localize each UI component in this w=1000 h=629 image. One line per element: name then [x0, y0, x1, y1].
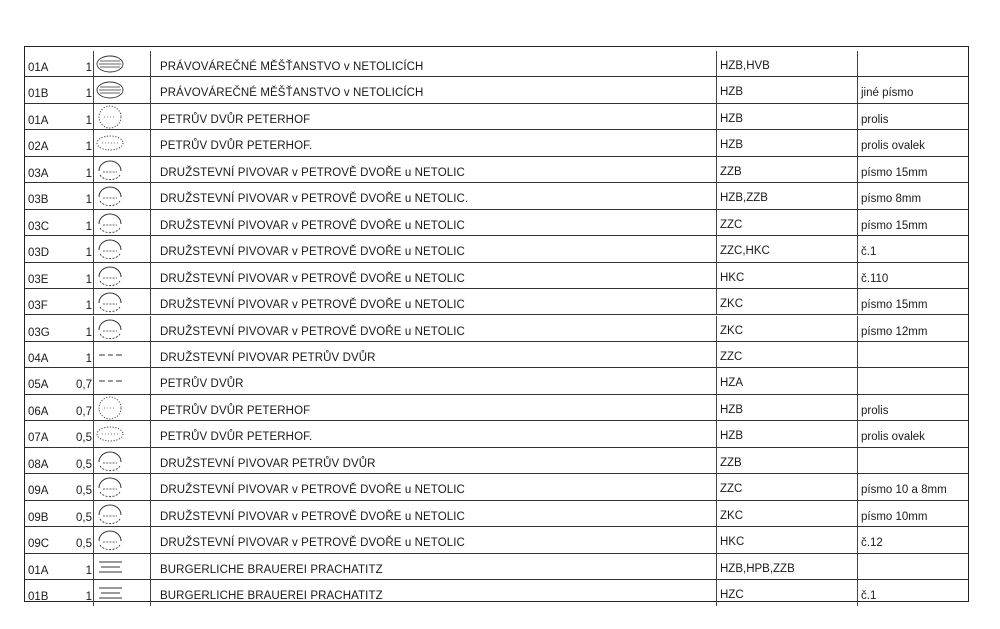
- stamp-inscription: DRUŽSTEVNÍ PIVOVAR PETRŮV DVŮR: [160, 457, 376, 470]
- item-code: 09B: [28, 511, 49, 524]
- stamp-note: č.110: [857, 263, 968, 288]
- stamp-cell: [93, 130, 151, 155]
- stamp-type: ZZB: [716, 448, 857, 473]
- stamp-inscription: DRUŽSTEVNÍ PIVOVAR v PETROVĚ DVOŘE u NETOLIC: [160, 246, 465, 259]
- item-code: 01A: [28, 62, 49, 74]
- stamp-cell: [93, 368, 151, 393]
- stamp-note: písmo 8mm: [857, 183, 968, 208]
- item-code: 01A: [28, 564, 49, 577]
- stamp-cell: [93, 421, 151, 446]
- stamp-note: [857, 554, 968, 579]
- stamp-cell: [93, 263, 151, 288]
- stamp-inscription: PETRŮV DVŮR PETERHOF: [160, 404, 311, 417]
- item-quantity: 0,5: [76, 485, 92, 498]
- stamp-cell: [93, 236, 151, 261]
- item-quantity: 0,5: [76, 458, 92, 471]
- stamp-note: prolis: [857, 395, 968, 420]
- table-row: [25, 104, 968, 130]
- item-quantity: 1: [85, 247, 92, 260]
- stamp-inscription: PRÁVOVÁREČNÉ MĚŠŤANSTVO v NETOLICÍCH: [160, 61, 424, 73]
- item-code: 01A: [28, 114, 49, 127]
- stamp-note: písmo 15mm: [857, 210, 968, 235]
- stamp-cell: [93, 527, 151, 552]
- stamp-type: HKC: [716, 263, 857, 288]
- stamp-inscription: DRUŽSTEVNÍ PIVOVAR v PETROVĚ DVOŘE u NETOLIC: [160, 484, 465, 497]
- stamp-inscription: PETRŮV DVŮR PETERHOF: [160, 113, 311, 126]
- stamp-cell: [93, 157, 151, 182]
- stamp-type: HZC: [716, 580, 857, 606]
- stamp-note: [857, 51, 968, 76]
- stamp-inscription: DRUŽSTEVNÍ PIVOVAR v PETROVĚ DVOŘE u NETOLIC: [160, 299, 465, 312]
- table-row: [25, 554, 968, 580]
- table-row: [25, 183, 968, 209]
- item-code: 03B: [28, 194, 49, 207]
- table-row: [25, 421, 968, 447]
- item-code: 03D: [28, 247, 50, 260]
- stamp-cell: [93, 183, 151, 208]
- item-quantity: 1: [85, 300, 92, 313]
- stamp-type: HKC: [716, 527, 857, 552]
- stamp-note: písmo 12mm: [857, 316, 968, 341]
- stamp-note: [857, 448, 968, 473]
- stamp-cell: [93, 474, 151, 499]
- stamp-cell: [93, 51, 151, 76]
- stamp-note: písmo 15mm: [857, 157, 968, 182]
- table-row: [25, 395, 968, 421]
- table-row: [25, 210, 968, 236]
- stamp-note: č.1: [857, 236, 968, 261]
- stamp-type: HZB,HVB: [716, 51, 857, 76]
- stamp-cell: [93, 554, 151, 579]
- stamp-cell: [93, 289, 151, 314]
- stamp-type: ZKC: [716, 501, 857, 526]
- stamp-inscription: PETRŮV DVŮR PETERHOF.: [160, 431, 313, 444]
- stamp-cell: [93, 580, 151, 606]
- stamp-type: HZB: [716, 104, 857, 129]
- item-code: 04A: [28, 352, 49, 365]
- stamp-inscription: PRÁVOVÁREČNÉ MĚŠŤANSTVO v NETOLICÍCH: [160, 87, 424, 100]
- item-quantity: 0,5: [76, 511, 92, 524]
- stamp-type: HZB,ZZB: [716, 183, 857, 208]
- item-code: 02A: [28, 141, 49, 154]
- item-code: 09C: [28, 538, 50, 551]
- stamp-type: HZB,HPB,ZZB: [716, 554, 857, 579]
- table-row: [25, 368, 968, 394]
- table-row: [25, 527, 968, 553]
- item-quantity: 1: [85, 88, 92, 101]
- item-quantity: 0,7: [76, 405, 92, 418]
- table-row: [25, 77, 968, 103]
- item-quantity: 1: [85, 114, 92, 127]
- stamp-type: ZZC: [716, 474, 857, 499]
- stamp-note: [857, 342, 968, 367]
- item-quantity: 0,7: [76, 379, 92, 392]
- item-code: 01B: [28, 88, 49, 101]
- item-code: 01B: [28, 591, 49, 603]
- stamp-note: písmo 10mm: [857, 501, 968, 526]
- stamp-inscription: DRUŽSTEVNÍ PIVOVAR v PETROVĚ DVOŘE u NETOLIC: [160, 272, 465, 285]
- stamp-note: prolis: [857, 104, 968, 129]
- stamp-type: ZKC: [716, 316, 857, 341]
- table-row: [25, 289, 968, 315]
- item-code: 09A: [28, 485, 49, 498]
- stamp-inscription: DRUŽSTEVNÍ PIVOVAR v PETROVĚ DVOŘE u NETOLIC: [160, 219, 465, 232]
- item-quantity: 1: [85, 167, 92, 180]
- item-code: 03E: [28, 273, 49, 286]
- stamp-inscription: DRUŽSTEVNÍ PIVOVAR v PETROVĚ DVOŘE u NETOLIC: [160, 325, 465, 338]
- stamp-type: HZB: [716, 130, 857, 155]
- stamp-type: ZZC,HKC: [716, 236, 857, 261]
- stamp-note: [857, 368, 968, 393]
- table-row: [25, 580, 968, 606]
- item-quantity: 1: [85, 591, 92, 603]
- item-code: 03C: [28, 220, 50, 233]
- stamp-type: HZB: [716, 395, 857, 420]
- stamp-note: jiné písmo: [857, 77, 968, 102]
- stamp-cell: [93, 342, 151, 367]
- item-quantity: 1: [85, 141, 92, 154]
- stamp-inscription: DRUŽSTEVNÍ PIVOVAR v PETROVĚ DVOŘE u NETOLIC.: [160, 193, 469, 206]
- table-row: [25, 474, 968, 500]
- stamp-inscription: BURGERLICHE BRAUEREI PRACHATITZ: [160, 563, 383, 576]
- stamp-inscription: DRUŽSTEVNÍ PIVOVAR v PETROVĚ DVOŘE u NETOLIC: [160, 537, 465, 550]
- table-row: [25, 342, 968, 368]
- item-quantity: 1: [85, 194, 92, 207]
- item-quantity: 1: [85, 326, 92, 339]
- stamp-note: prolis ovalek: [857, 130, 968, 155]
- stamp-type: HZA: [716, 368, 857, 393]
- item-quantity: 1: [85, 220, 92, 233]
- item-quantity: 1: [85, 273, 92, 286]
- item-quantity: 0,5: [76, 432, 92, 445]
- stamp-inscription: DRUŽSTEVNÍ PIVOVAR PETRŮV DVŮR: [160, 351, 376, 364]
- stamp-note: písmo 10 a 8mm: [857, 474, 968, 499]
- item-code: 05A: [28, 379, 49, 392]
- item-quantity: 0,5: [76, 538, 92, 551]
- stamp-inscription: PETRŮV DVŮR PETERHOF.: [160, 140, 313, 153]
- table-row: [25, 448, 968, 474]
- stamp-cell: [93, 316, 151, 341]
- stamp-cell: [93, 104, 151, 129]
- table-row: [25, 157, 968, 183]
- stamp-type: ZKC: [716, 289, 857, 314]
- table-row: [25, 51, 968, 77]
- stamp-inscription: PETRŮV DVŮR: [160, 378, 244, 391]
- stamp-note: č.1: [857, 580, 968, 606]
- table-row: [25, 236, 968, 262]
- item-code: 08A: [28, 458, 49, 471]
- stamp-cell: [93, 448, 151, 473]
- table-row: [25, 263, 968, 289]
- item-code: 07A: [28, 432, 49, 445]
- stamp-type: ZZB: [716, 157, 857, 182]
- stamp-inscription: BURGERLICHE BRAUEREI PRACHATITZ: [160, 590, 383, 602]
- stamp-inscription: DRUŽSTEVNÍ PIVOVAR v PETROVĚ DVOŘE u NETOLIC: [160, 510, 465, 523]
- stamp-cell: [93, 395, 151, 420]
- item-code: 03G: [28, 326, 50, 339]
- stamp-type: ZZC: [716, 342, 857, 367]
- stamp-note: písmo 15mm: [857, 289, 968, 314]
- table-row: [25, 316, 968, 342]
- stamp-type: ZZC: [716, 210, 857, 235]
- item-quantity: 1: [85, 352, 92, 365]
- stamp-note: č.12: [857, 527, 968, 552]
- stamp-cell: [93, 77, 151, 102]
- stamp-cell: [93, 501, 151, 526]
- stamp-catalog-table: [24, 46, 969, 602]
- item-quantity: 1: [85, 564, 92, 577]
- stamp-type: HZB: [716, 77, 857, 102]
- item-code: 03A: [28, 167, 49, 180]
- table-row: [25, 130, 968, 156]
- item-code: 03F: [28, 300, 48, 313]
- stamp-inscription: DRUŽSTEVNÍ PIVOVAR v PETROVĚ DVOŘE u NETOLIC: [160, 166, 465, 179]
- item-quantity: 1: [85, 62, 92, 74]
- table-row: [25, 501, 968, 527]
- stamp-note: prolis ovalek: [857, 421, 968, 446]
- stamp-cell: [93, 210, 151, 235]
- item-code: 06A: [28, 405, 49, 418]
- stamp-type: HZB: [716, 421, 857, 446]
